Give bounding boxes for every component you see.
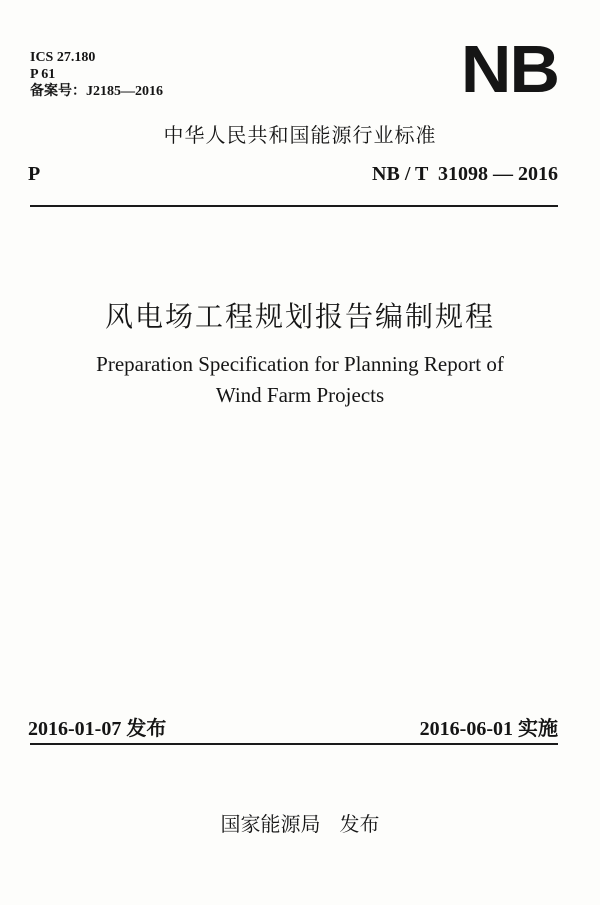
title-english [50,349,550,411]
ics-code: ICS 27.180 [30,50,96,65]
issue-label: 发布 [126,716,167,740]
standard-number: NB / T 31098 — 2016 [372,163,558,185]
title-chinese: 风电场工程规划报告编制规程 [104,300,495,333]
bottom-divider [30,743,558,745]
implementation-date: 2016-06-01 [419,718,513,740]
ccs-code: P 61 [30,67,56,82]
publisher-label: 发布 [339,812,380,836]
class-code: P [28,163,41,185]
issue-date: 2016-01-07 [28,718,122,740]
title-english-line-1: Preparation Specification for Planning Report of [96,352,504,376]
standard-type: 中华人民共和国能源行业标准 [163,123,437,147]
publisher-name: 国家能源局 [220,812,321,836]
classification-block [30,49,163,100]
title-english-line-2: Wind Farm Projects [215,383,385,407]
publisher-line [0,808,600,837]
issue-date-block [28,712,166,741]
nb-logo: NB [460,32,558,107]
implementation-label: 实施 [518,716,558,740]
implementation-date-block [420,712,558,741]
record-number: 备案号：J2185—2016 [30,84,163,99]
top-divider [30,205,558,207]
